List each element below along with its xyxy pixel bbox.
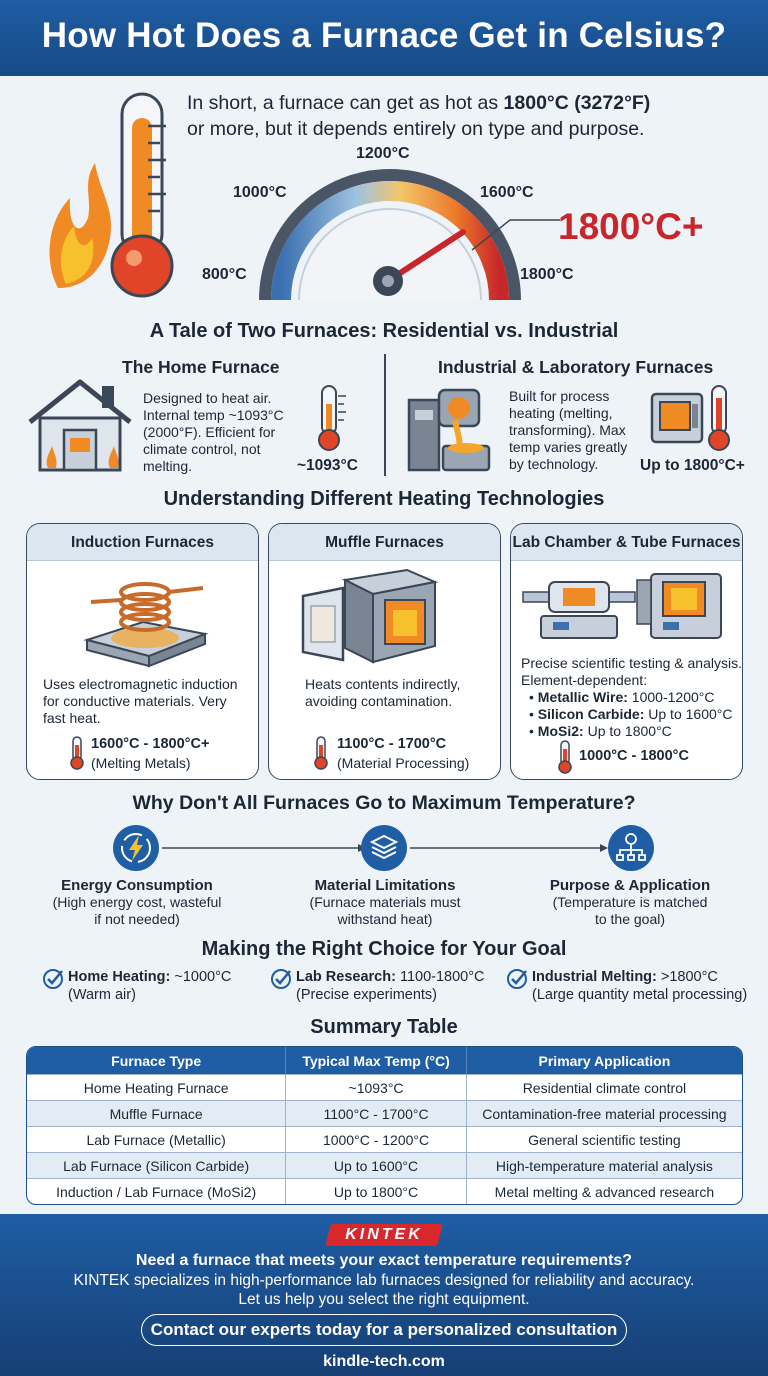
technologies-title: Understanding Different Heating Technologies bbox=[163, 488, 605, 510]
intro-text: In short, a furnace can get as hot as 1800°C (3272°F) or more, but it depends entirely on type and purpose. bbox=[187, 92, 651, 140]
muffle-card-temp: 1100°C - 1700°C bbox=[337, 736, 447, 752]
muffle-card-text: Heats contents indirectly, avoiding contamination. bbox=[305, 676, 461, 709]
industrial-furnace-temp: Up to 1800°C+ bbox=[640, 457, 745, 474]
muffle-furnace-icon bbox=[299, 566, 439, 670]
comparison-divider bbox=[384, 354, 386, 476]
table-cell: Home Heating Furnace bbox=[83, 1079, 229, 1096]
gauge-label-1800: 1800°C bbox=[520, 266, 574, 283]
table-row bbox=[27, 1126, 742, 1152]
lab-chamber-card-temp: 1000°C - 1800°C bbox=[579, 748, 689, 764]
contact-experts-button[interactable]: Contact our experts today for a personalized consultation bbox=[141, 1314, 627, 1346]
choice-lab-research: Lab Research: 1100-1800°C (Precise experiments) bbox=[296, 969, 485, 1003]
table-row bbox=[27, 1178, 742, 1204]
footer-line-2: Let us help you select the right equipment. bbox=[238, 1291, 530, 1308]
reason-purpose: Purpose & Application (Temperature is matched to the goal) bbox=[549, 877, 711, 927]
max-temp-callout: 1800°C+ bbox=[558, 206, 704, 247]
page-title: How Hot Does a Furnace Get in Celsius? bbox=[41, 16, 727, 55]
table-header-cell: Primary Application bbox=[466, 1047, 742, 1074]
thermometer-icon bbox=[69, 736, 85, 770]
house-furnace-icon bbox=[28, 380, 132, 472]
table-cell: Induction / Lab Furnace (MoSi2) bbox=[56, 1183, 257, 1200]
choice-industrial-melting: Industrial Melting: >1800°C (Large quantity metal processing) bbox=[532, 969, 748, 1003]
table-cell: High-temperature material analysis bbox=[466, 1153, 742, 1178]
gauge-pointer-line bbox=[470, 210, 565, 260]
induction-card-text: Uses electromagnetic induction for conductive materials. Very fast heat. bbox=[43, 676, 238, 726]
thermometer-icon bbox=[314, 384, 350, 452]
table-header-row bbox=[27, 1047, 742, 1074]
bullet-mosi2: • MoSi2: Up to 1800°C bbox=[529, 723, 672, 739]
induction-card-temp: 1600°C - 1800°C+ bbox=[91, 736, 210, 752]
table-row bbox=[27, 1100, 742, 1126]
layers-icon bbox=[360, 824, 408, 872]
table-cell: Up to 1800°C bbox=[285, 1179, 466, 1204]
gauge-label-1000: 1000°C bbox=[233, 184, 287, 201]
industrial-furnace-title: Industrial & Laboratory Furnaces bbox=[438, 357, 714, 377]
lab-chamber-card bbox=[510, 523, 743, 780]
check-circle-icon bbox=[506, 968, 528, 990]
reasons-title: Why Don't All Furnaces Go to Maximum Temperature? bbox=[132, 792, 636, 814]
thermometer-icon bbox=[313, 736, 329, 770]
check-circle-icon bbox=[42, 968, 64, 990]
reason-energy: Energy Consumption (High energy cost, wasteful if not needed) bbox=[52, 877, 222, 927]
summary-table bbox=[26, 1046, 743, 1205]
kintek-logo: KINTEK bbox=[325, 1224, 442, 1246]
check-circle-icon bbox=[270, 968, 292, 990]
table-cell: General scientific testing bbox=[466, 1127, 742, 1152]
home-furnace-temp: ~1093°C bbox=[297, 457, 358, 474]
tube-and-chamber-furnace-icon bbox=[521, 570, 735, 644]
table-cell: Up to 1600°C bbox=[285, 1153, 466, 1178]
reason-materials: Material Limitations (Furnace materials must withstand heat) bbox=[309, 877, 461, 927]
table-header-cell: Furnace Type bbox=[111, 1052, 202, 1069]
footer-banner bbox=[0, 1214, 768, 1376]
induction-card-title: Induction Furnaces bbox=[27, 524, 258, 561]
header-banner bbox=[0, 0, 768, 76]
lab-chamber-bullets bbox=[529, 689, 741, 740]
table-cell: Residential climate control bbox=[466, 1075, 742, 1100]
induction-card bbox=[26, 523, 259, 780]
table-cell: Lab Furnace (Metallic) bbox=[86, 1131, 226, 1148]
lab-chamber-card-text: Precise scientific testing & analysis. Element-dependent: bbox=[521, 655, 742, 688]
gauge-label-800: 800°C bbox=[202, 266, 247, 283]
home-furnace-title: The Home Furnace bbox=[122, 357, 280, 377]
footer-question: Need a furnace that meets your exact temperature requirements? bbox=[135, 1252, 633, 1269]
hierarchy-icon bbox=[607, 824, 655, 872]
lab-chamber-card-title: Lab Chamber & Tube Furnaces bbox=[511, 524, 742, 561]
table-row bbox=[27, 1152, 742, 1178]
thermometer-icon bbox=[557, 740, 573, 774]
table-cell: Metal melting & advanced research bbox=[466, 1179, 742, 1204]
industrial-furnace-description: Built for process heating (melting, transforming). Max temp varies greatly by technology. bbox=[509, 388, 628, 472]
table-cell: Muffle Furnace bbox=[109, 1105, 203, 1122]
table-cell: 1000°C - 1200°C bbox=[285, 1127, 466, 1152]
muffle-card-note: (Material Processing) bbox=[337, 755, 470, 771]
summary-title: Summary Table bbox=[310, 1016, 458, 1038]
crucible-pour-icon bbox=[403, 380, 501, 472]
muffle-card bbox=[268, 523, 501, 780]
gauge-label-1600: 1600°C bbox=[480, 184, 534, 201]
muffle-card-title: Muffle Furnaces bbox=[269, 524, 500, 561]
lab-furnace-thermometer-icon bbox=[650, 384, 746, 452]
footer-line-1: KINTEK specializes in high-performance lab furnaces designed for reliability and accuracy. bbox=[73, 1272, 695, 1289]
table-cell: ~1093°C bbox=[285, 1075, 466, 1100]
comparison-title: A Tale of Two Furnaces: Residential vs. Industrial bbox=[149, 320, 619, 342]
website-link[interactable]: kindle-tech.com bbox=[323, 1353, 445, 1370]
table-header-cell: Typical Max Temp (°C) bbox=[285, 1047, 466, 1074]
bullet-metallic-wire: • Metallic Wire: 1000-1200°C bbox=[529, 689, 715, 705]
choice-title: Making the Right Choice for Your Goal bbox=[201, 938, 567, 960]
lightning-icon bbox=[112, 824, 160, 872]
table-cell: Lab Furnace (Silicon Carbide) bbox=[63, 1157, 250, 1174]
induction-coil-icon bbox=[87, 572, 207, 670]
induction-card-note: (Melting Metals) bbox=[91, 755, 191, 771]
choice-home-heating: Home Heating: ~1000°C (Warm air) bbox=[68, 969, 232, 1003]
table-row bbox=[27, 1074, 742, 1100]
table-cell: Contamination-free material processing bbox=[466, 1101, 742, 1126]
table-cell: 1100°C - 1700°C bbox=[285, 1101, 466, 1126]
home-furnace-description: Designed to heat air. Internal temp ~1093°C (2000°F). Efficient for climate control, not melting. bbox=[143, 390, 284, 474]
bullet-silicon-carbide: • Silicon Carbide: Up to 1600°C bbox=[529, 706, 733, 722]
thermometer-flame-icon bbox=[40, 88, 180, 308]
gauge-label-1200: 1200°C bbox=[356, 145, 410, 162]
